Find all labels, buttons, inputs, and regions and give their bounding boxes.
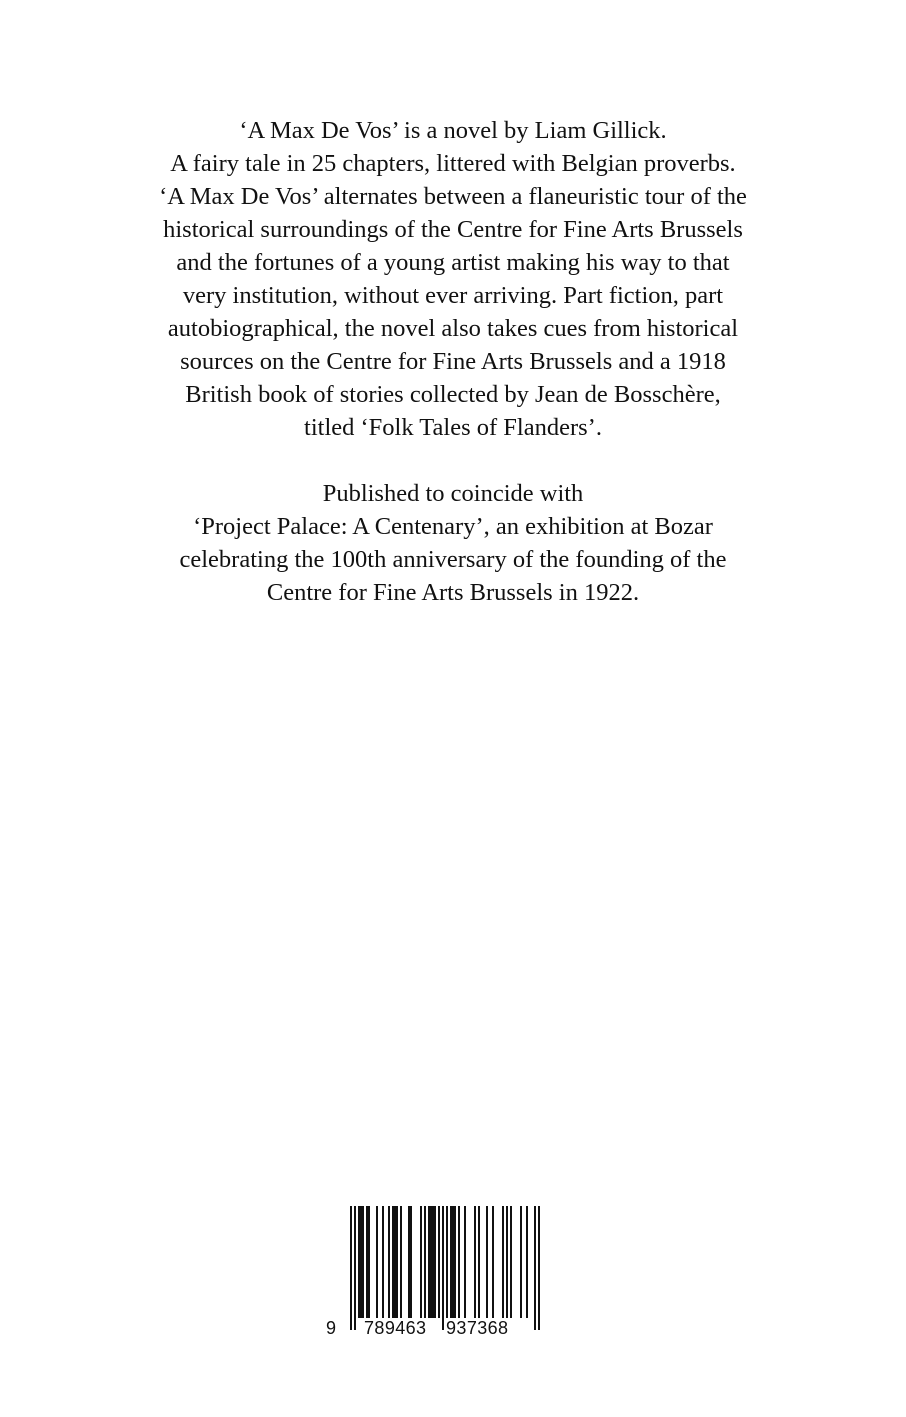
- description-line: A fairy tale in 25 chapters, littered with Belgian proverbs.: [170, 150, 736, 177]
- barcode-bar: [474, 1206, 476, 1318]
- barcode-bar: [358, 1206, 360, 1318]
- barcode-guard-bar: [534, 1206, 536, 1330]
- barcode-bar: [520, 1206, 522, 1318]
- publication-line: Published to coincide with: [322, 480, 584, 507]
- publication-line: ‘Project Palace: A Centenary’, an exhibition at Bozar: [193, 513, 713, 540]
- description-line: British book of stories collected by Jean de Bosschère,: [185, 381, 721, 408]
- barcode-bar: [492, 1206, 494, 1318]
- description-line: ‘A Max De Vos’ is a novel by Liam Gillick.: [239, 117, 667, 144]
- barcode-bar: [410, 1206, 412, 1318]
- barcode-bar: [394, 1206, 396, 1318]
- barcode-bar: [434, 1206, 436, 1318]
- barcode-bars: [326, 1206, 554, 1342]
- description-line: titled ‘Folk Tales of Flanders’.: [304, 414, 602, 441]
- barcode-guard-bar: [442, 1206, 444, 1330]
- paragraph-spacer: [0, 444, 906, 477]
- barcode-right-digits: 937368: [446, 1318, 509, 1338]
- barcode-bar: [458, 1206, 460, 1318]
- barcode-bar: [478, 1206, 480, 1318]
- barcode-guard-bar: [354, 1206, 356, 1330]
- barcode-guard-bar: [350, 1206, 352, 1330]
- description-line: ‘A Max De Vos’ alternates between a flaneuristic tour of the: [159, 183, 747, 210]
- barcode-bar: [486, 1206, 488, 1318]
- barcode-bar: [450, 1206, 452, 1318]
- publication-paragraph: [0, 477, 906, 609]
- barcode-bar: [430, 1206, 432, 1318]
- description-line: very institution, without ever arriving. Part fiction, part: [182, 282, 724, 309]
- barcode-bar: [382, 1206, 384, 1318]
- barcode-bar: [388, 1206, 390, 1318]
- description-paragraph: [0, 114, 906, 444]
- description-line: autobiographical, the novel also takes cues from historical: [167, 315, 739, 342]
- publication-line: Centre for Fine Arts Brussels in 1922.: [266, 579, 640, 606]
- barcode-bar: [506, 1206, 508, 1318]
- barcode-bar: [396, 1206, 398, 1318]
- barcode-bar: [420, 1206, 422, 1318]
- description-line: historical surroundings of the Centre for Fine Arts Brussels: [163, 216, 743, 243]
- barcode-guard-bar: [446, 1206, 448, 1330]
- barcode-bar: [376, 1206, 378, 1318]
- barcode-bar: [510, 1206, 512, 1318]
- isbn-barcode: [326, 1206, 554, 1342]
- publication-line: celebrating the 100th anniversary of the founding of the: [179, 546, 727, 573]
- back-cover-blurb: [0, 114, 906, 609]
- barcode-bar: [362, 1206, 364, 1318]
- barcode-bar: [502, 1206, 504, 1318]
- barcode-lead-digit: 9: [326, 1318, 337, 1338]
- barcode-bar: [452, 1206, 454, 1318]
- barcode-bar: [360, 1206, 362, 1318]
- barcode-bar: [368, 1206, 370, 1318]
- barcode-bar: [454, 1206, 456, 1318]
- barcode-bar: [526, 1206, 528, 1318]
- description-line: sources on the Centre for Fine Arts Brussels and a 1918: [180, 348, 726, 375]
- barcode-bar: [424, 1206, 426, 1318]
- description-line: and the fortunes of a young artist making his way to that: [176, 249, 730, 276]
- barcode-bar: [432, 1206, 434, 1318]
- barcode-left-digits: 789463: [364, 1318, 427, 1338]
- barcode-guard-bar: [538, 1206, 540, 1330]
- barcode-bar: [438, 1206, 440, 1318]
- barcode-bar: [464, 1206, 466, 1318]
- barcode-bar: [400, 1206, 402, 1318]
- barcode-bar: [392, 1206, 394, 1318]
- barcode-bar: [366, 1206, 368, 1318]
- barcode-bar: [408, 1206, 410, 1318]
- barcode-bar: [428, 1206, 430, 1318]
